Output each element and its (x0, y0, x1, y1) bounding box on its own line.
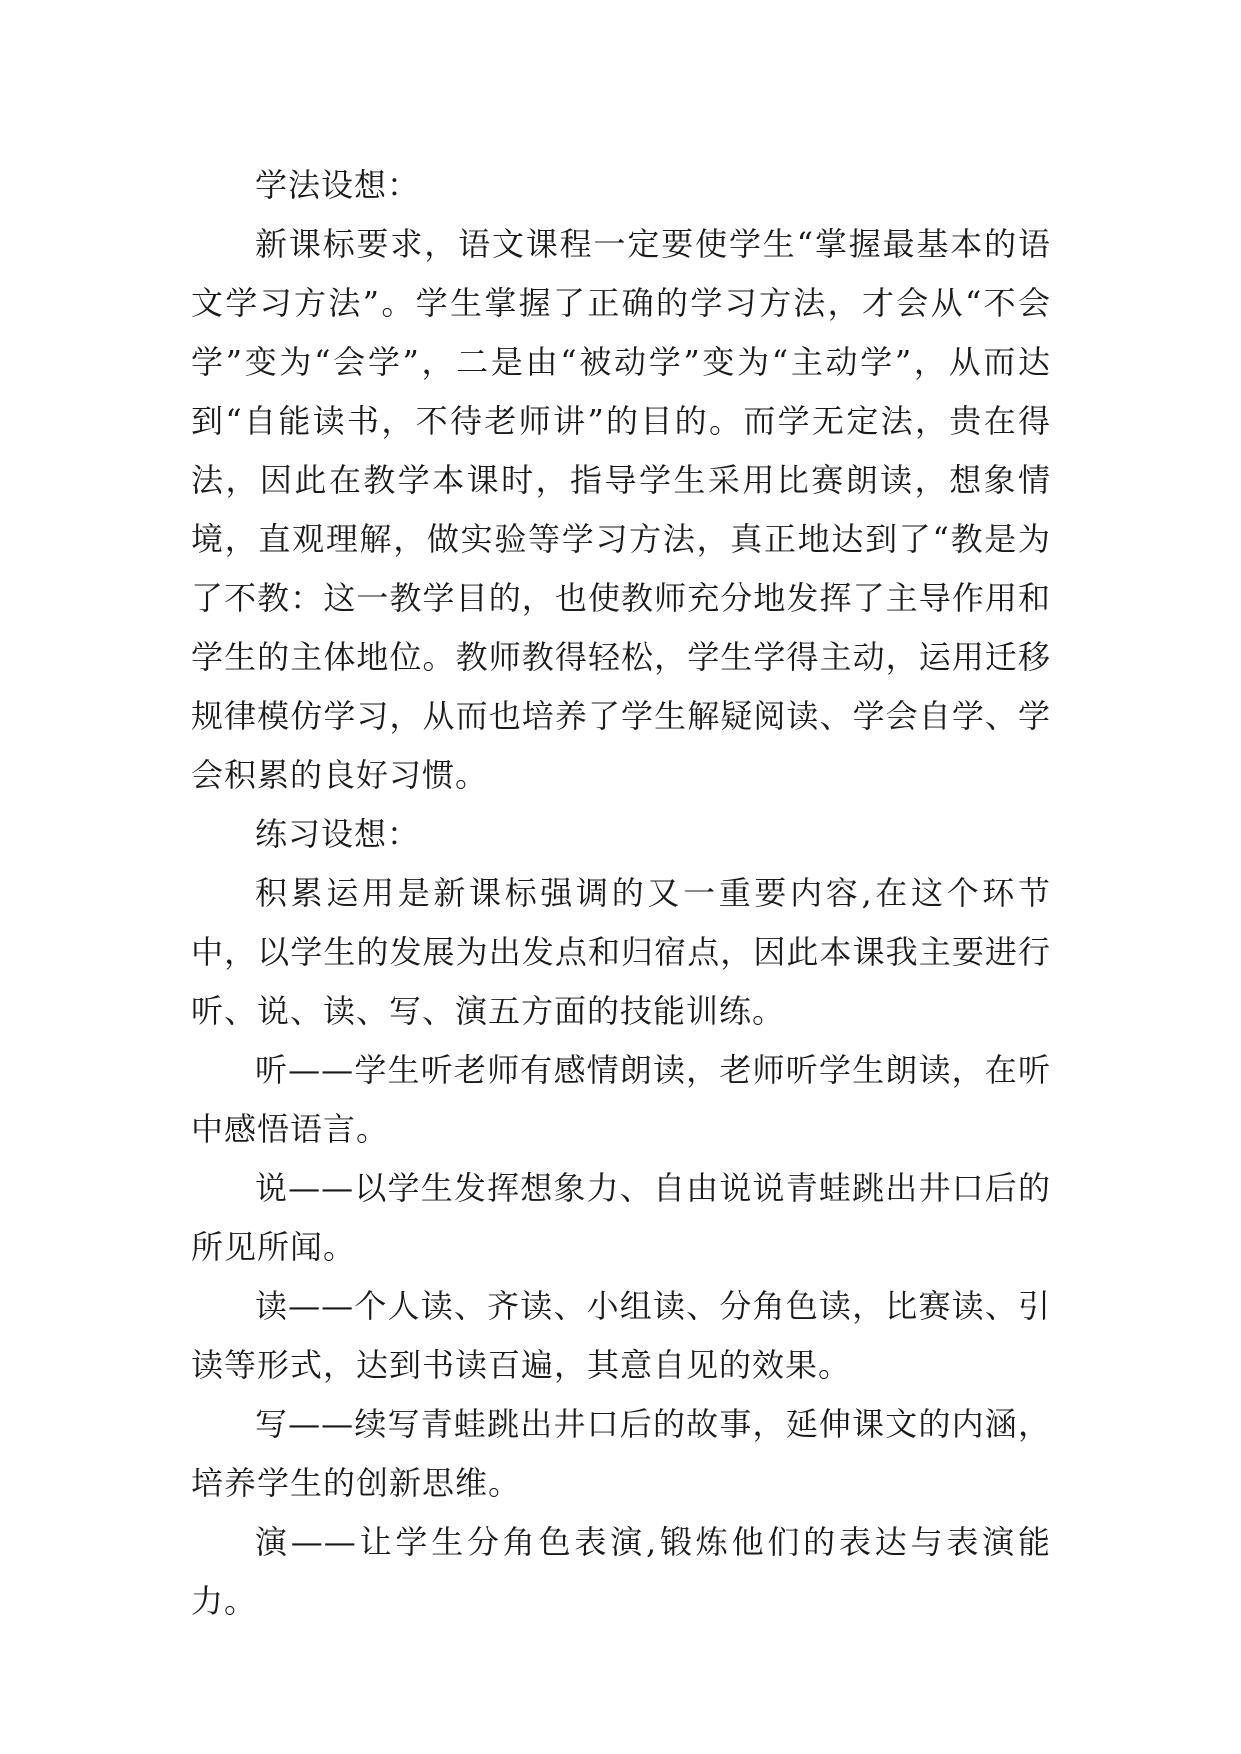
heading-practice: 练习设想： (255, 815, 421, 853)
paragraph-speak: 说——以学生发挥想象力、自由说说青蛙跳出井口后的所见所闻。 (191, 1169, 1051, 1266)
paragraph-write: 写——续写青蛙跳出井口后的故事，延伸课文的内涵，培养学生的创新思维。 (191, 1405, 1051, 1502)
document-body (191, 156, 1051, 1631)
paragraph-practice-intro: 积累运用是新课标强调的又一重要内容,在这个环节中，以学生的发展为出发点和归宿点，因此本课我主要进行听、说、读、写、演五方面的技能训练。 (191, 874, 1051, 1030)
paragraph-listen: 听——学生听老师有感情朗读，老师听学生朗读，在听中感悟语言。 (191, 1051, 1051, 1148)
heading-study-method: 学法设想： (255, 166, 421, 204)
paragraph-study-method: 新课标要求，语文课程一定要使学生“掌握最基本的语文学习方法”。学生掌握了正确的学习方法，才会从“不会学”变为“会学”，二是由“被动学”变为“主动学”，从而达到“自能读书，不待老师讲”的目的。而学无定法，贵在得法，因此在教学本课时，指导学生采用比赛朗读，想象情境，直观理解，做实验等学习方法，真正地达到了“教是为了不教：这一教学目的，也使教师充分地发挥了主导作用和学生的主体地位。教师教得轻松，学生学得主动，运用迁移规律模仿学习，从而也培养了学生解疑阅读、学会自学、学会积累的良好习惯。 (191, 225, 1051, 794)
paragraph-read: 读——个人读、齐读、小组读、分角色读，比赛读、引读等形式，达到书读百遍，其意自见的效果。 (191, 1287, 1051, 1384)
paragraph-perform: 演——让学生分角色表演,锻炼他们的表达与表演能力。 (191, 1523, 1051, 1620)
